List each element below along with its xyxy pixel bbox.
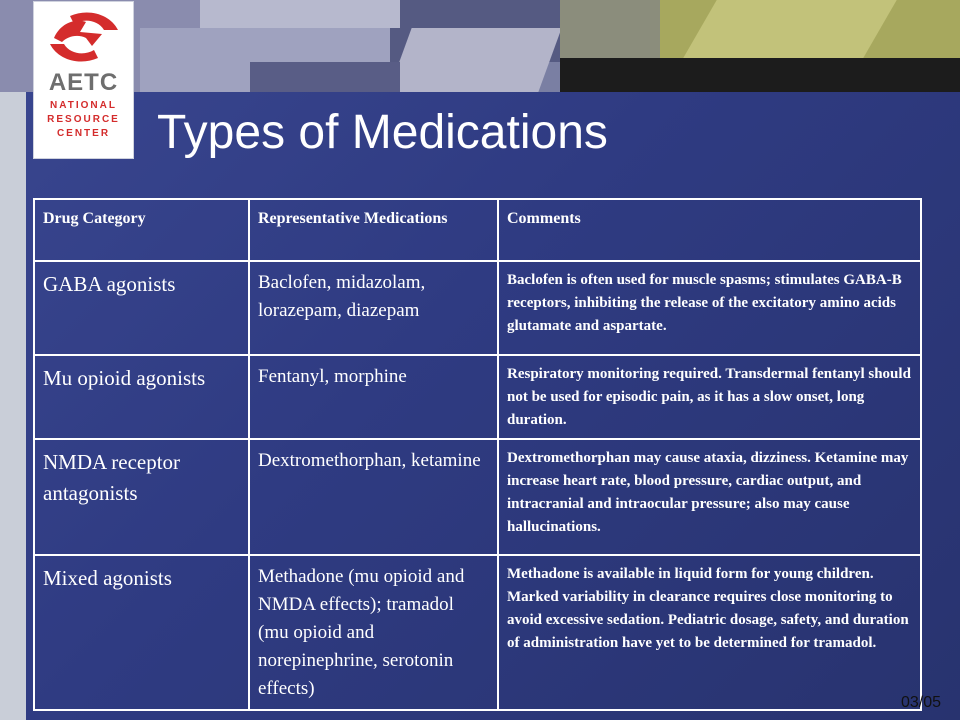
- aetc-logo: [33, 1, 134, 159]
- drug-category-cell: Mixed agonists: [34, 555, 249, 710]
- medications-cell: Fentanyl, morphine: [249, 355, 498, 439]
- table-row: [34, 355, 921, 439]
- header-drug-category: Drug Category: [34, 199, 249, 261]
- drug-category-cell: NMDA receptor antagonists: [34, 439, 249, 555]
- logo-subtitle-line: CENTER: [56, 128, 111, 139]
- header-representative-medications: Representative Medications: [249, 199, 498, 261]
- comments-cell: Baclofen is often used for muscle spasms; stimulates GABA-B receptors, inhibiting the release of the excitatory amino acids glutamate and aspartate.: [498, 261, 921, 355]
- table-header-row: [34, 199, 921, 261]
- header-decoration-band: [0, 0, 960, 92]
- comments-cell: Respiratory monitoring required. Transdermal fentanyl should not be used for episodic pain, as it has a slow onset, long duration.: [498, 355, 921, 439]
- table-row: [34, 555, 921, 710]
- medications-cell: Dextromethorphan, ketamine: [249, 439, 498, 555]
- left-rail-decoration: [0, 92, 26, 720]
- logo-subtitle-line: NATIONAL: [50, 100, 117, 111]
- slide-title: Types of Medications: [157, 106, 608, 159]
- header-comments: Comments: [498, 199, 921, 261]
- drug-category-cell: Mu opioid agonists: [34, 355, 249, 439]
- table-row: [34, 261, 921, 355]
- comments-cell: Dextromethorphan may cause ataxia, dizziness. Ketamine may increase heart rate, blood pressure, cardiac output, and intracranial and intraocular pressure; also may cause hallucinations.: [498, 439, 921, 555]
- logo-subtitle-line: RESOURCE: [47, 114, 120, 125]
- footer-date: 03/05: [901, 694, 942, 711]
- medications-cell: Methadone (mu opioid and NMDA effects); tramadol (mu opioid and norepinephrine, serotonin effects): [249, 555, 498, 710]
- drug-category-cell: GABA agonists: [34, 261, 249, 355]
- medications-cell: Baclofen, midazolam, lorazepam, diazepam: [249, 261, 498, 355]
- logo-wordmark: AETC: [48, 69, 119, 96]
- medications-table: [33, 198, 922, 711]
- comments-cell: Methadone is available in liquid form for young children. Marked variability in clearance requires close monitoring to avoid excessive sedation. Pediatric dosage, safety, and duration of administration have yet to be determined for tramadol.: [498, 555, 921, 710]
- logo-mark-icon: [40, 8, 128, 66]
- table-row: [34, 439, 921, 555]
